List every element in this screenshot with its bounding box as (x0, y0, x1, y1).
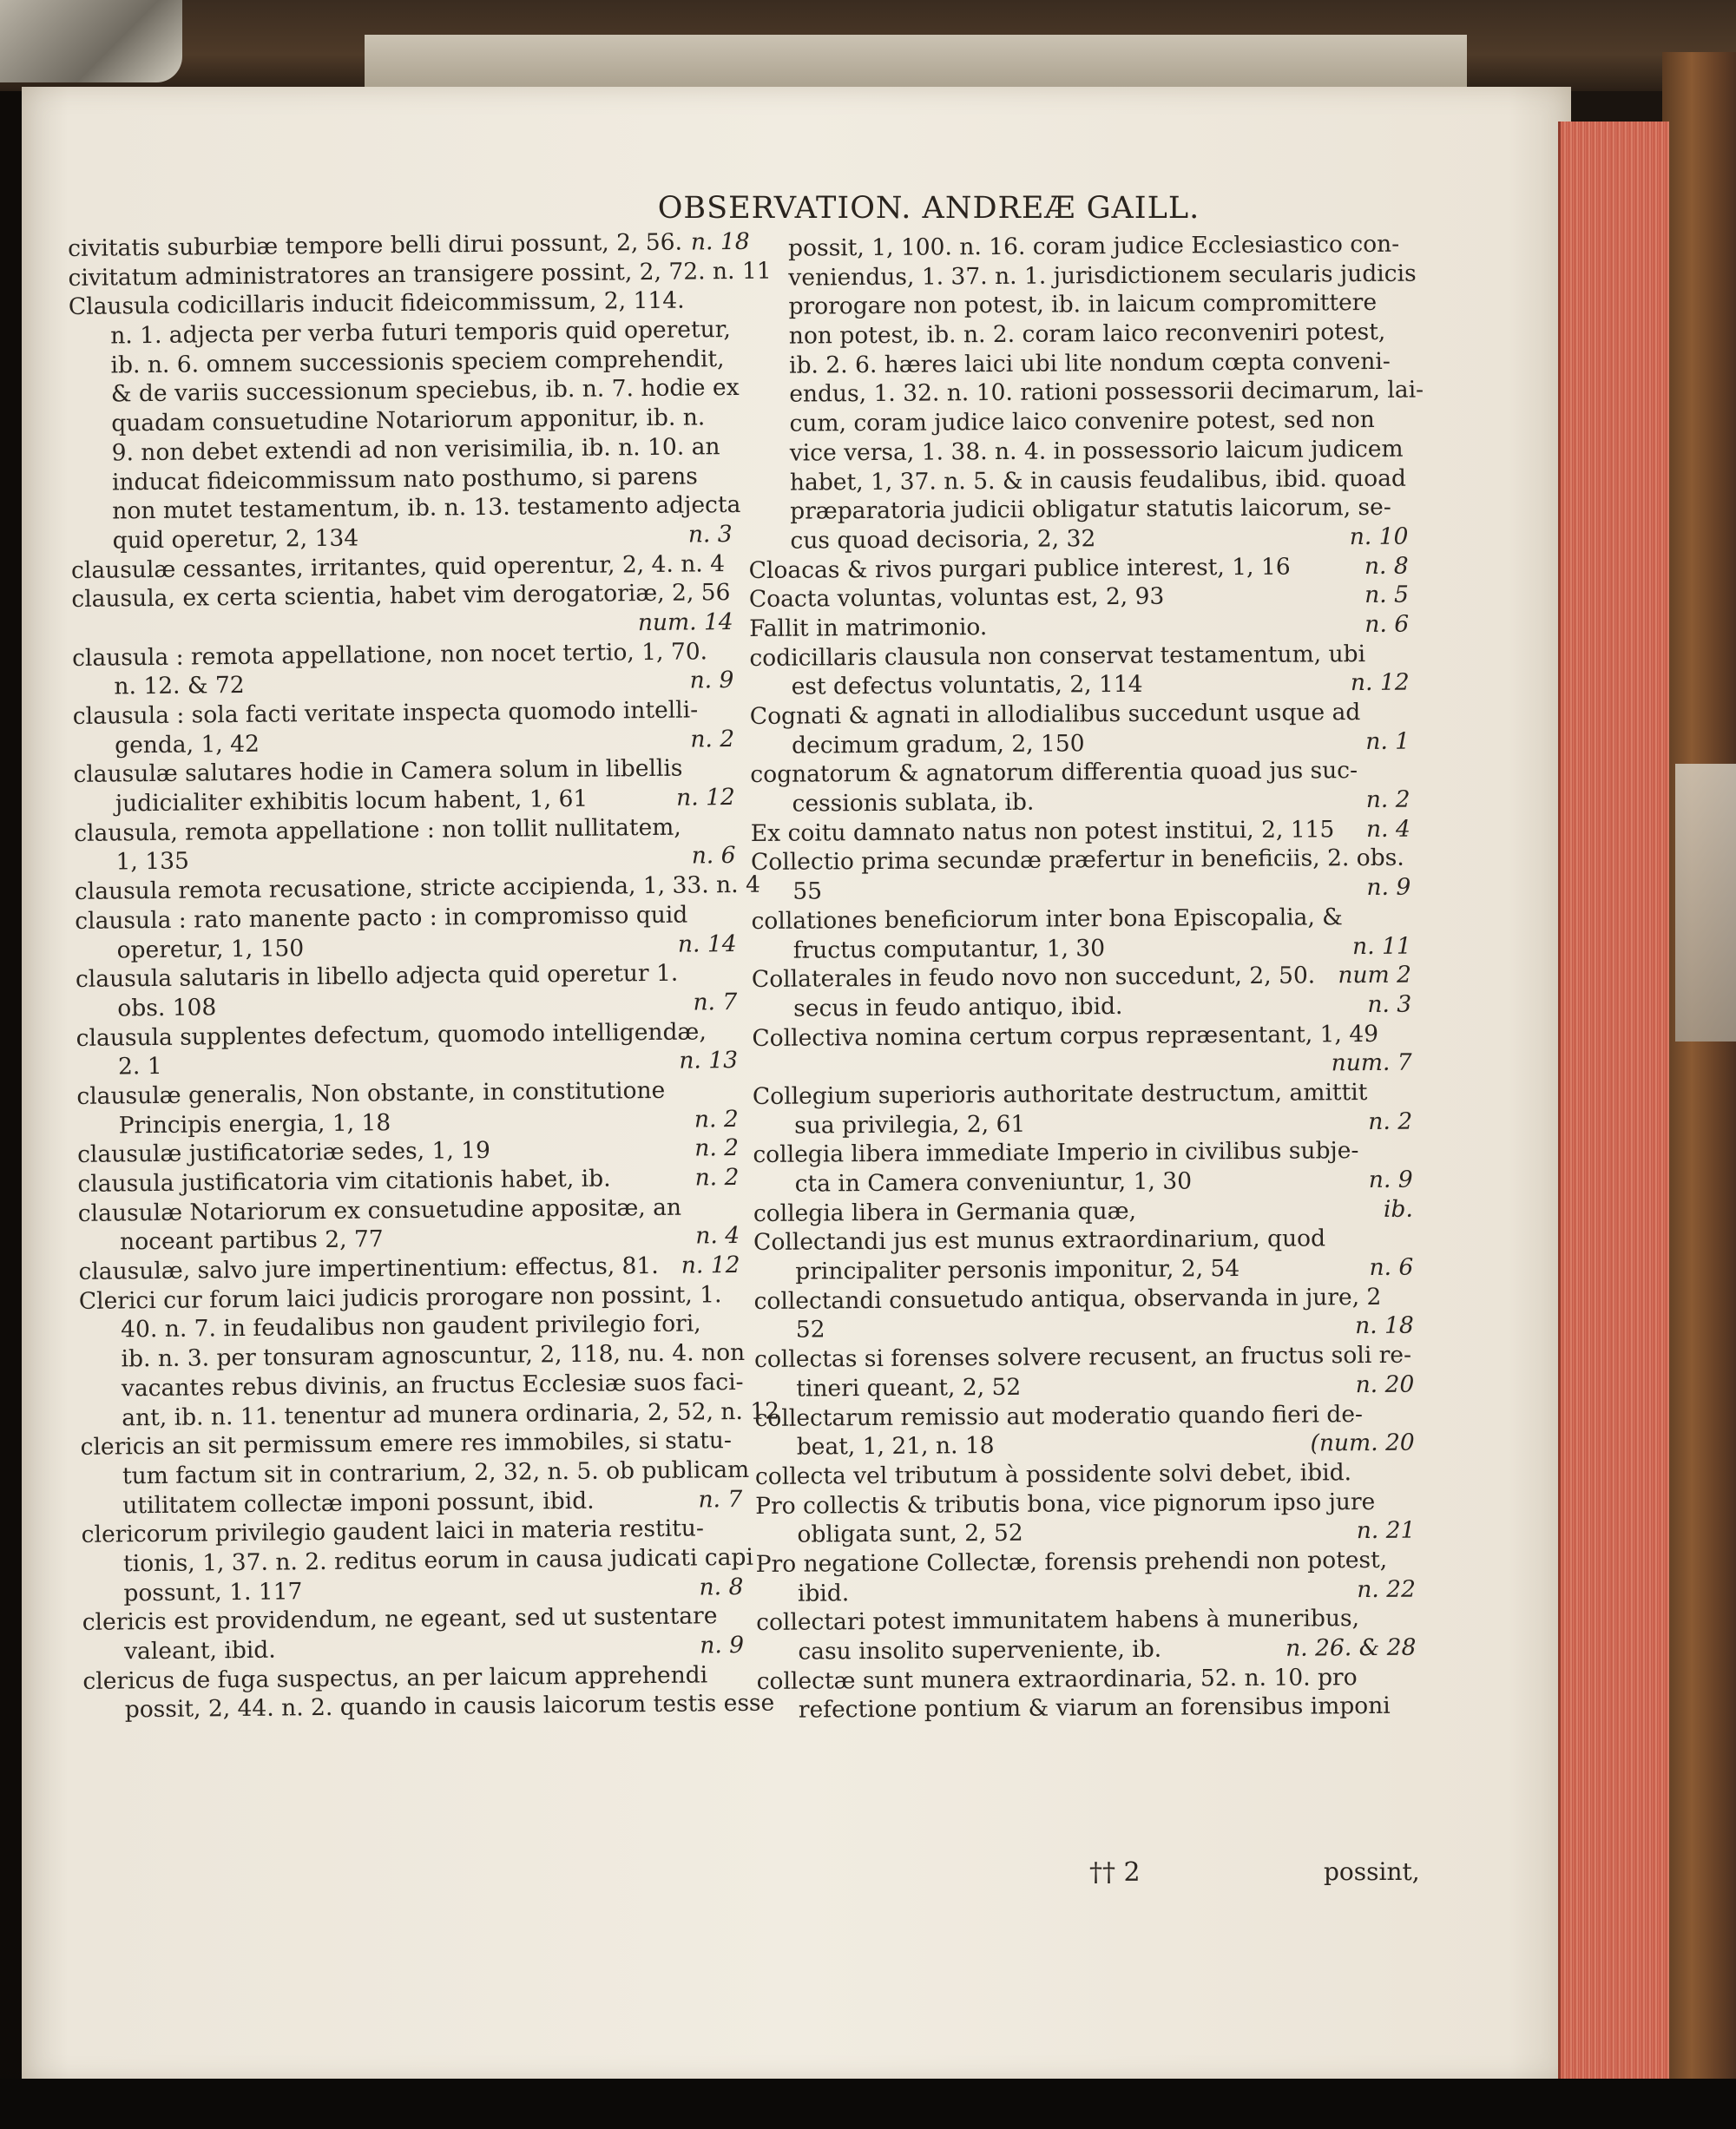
index-entry-ref (1398, 405, 1407, 435)
index-entry-ref (1400, 639, 1409, 668)
index-entry-text: collectandi consuetudo antiqua, observanda in jure, 2 (753, 1283, 1382, 1315)
index-entry-text: n. 1. adjecta per verba futuri temporis quid operetur, (110, 316, 732, 350)
index-entry-ref: n. 8 (1364, 552, 1409, 580)
index-entry-text: collectari potest immunitatem habens à muneribus, (756, 1605, 1360, 1637)
index-entry-text: casu insolito superveniente, ib. (798, 1635, 1162, 1666)
index-entry-text: clausulæ, salvo jure impertinentium: effectus, 81. (78, 1252, 659, 1285)
index-entry-ref: n. 18 (1355, 1312, 1414, 1340)
index-entry-ref: n. 10 (1349, 522, 1409, 551)
index-entry-ref: n. 2 (690, 725, 735, 753)
index-entry-text: clausula, remota appellatione : non tollit nullitatem, (74, 813, 681, 847)
index-entry-ref: n. 12 (681, 1252, 740, 1279)
index-entry-text: non mutet testamentum, ib. n. 13. testamento adjecta (112, 491, 741, 525)
index-entry-ref (733, 1514, 742, 1543)
index-entry-text: prorogare non potest, ib. in laicum compromittere (788, 289, 1378, 321)
index-entry-text: clausulæ salutares hodie in Camera solum in libellis (73, 754, 683, 789)
index-entry-ref: n. 8 (699, 1573, 744, 1601)
index-entry-text: collectas si forenses solvere recusent, an fructus soli re- (753, 1341, 1412, 1374)
index-entry-ref (1398, 346, 1407, 376)
index-entry-text: 2. 1 (117, 1053, 162, 1081)
running-title: OBSERVATION. ANDREÆ GAILL. (657, 191, 1200, 226)
index-line (746, 259, 1417, 292)
index-line (755, 1458, 1415, 1492)
index-entry-ref (1401, 756, 1410, 785)
cover-worn-patch (1675, 764, 1736, 1042)
index-entry-text: Ex coitu damnato natus non potest institui, 2, 115 (750, 816, 1335, 847)
index-entry-ref (1405, 1399, 1414, 1429)
index-entry-text: decimum gradum, 2, 150 (792, 729, 1085, 759)
index-line (748, 463, 1408, 497)
index-entry-text: 55 (792, 877, 823, 905)
signature-mark: †† 2 (1089, 1857, 1141, 1888)
index-entry-ref: n. 9 (689, 667, 734, 694)
index-line (756, 1574, 1416, 1608)
index-entry-ref (1406, 463, 1415, 493)
index-entry-text: collecta vel tributum à possidente solvi debet, ibid. (754, 1459, 1352, 1490)
index-entry-ref (1411, 1341, 1420, 1370)
index-entry-text: clausulæ justificatoriæ sedes, 1, 19 (76, 1137, 491, 1169)
index-line (750, 668, 1410, 702)
index-line (753, 1253, 1413, 1287)
index-line (752, 931, 1411, 965)
index-entry-text: tionis, 1, 37. n. 2. reditus eorum in causa judicati capi (122, 1543, 754, 1578)
index-entry-text: Coacta voluntas, voluntas est, 2, 93 (748, 582, 1165, 614)
index-entry-ref: n. 3 (687, 520, 733, 549)
index-entry-ref: n. 20 (1355, 1370, 1415, 1398)
index-entry-text: obligata sunt, 2, 52 (797, 1520, 1023, 1548)
page-fore-edge (1558, 122, 1669, 2083)
index-line (755, 1429, 1415, 1462)
index-column-left (68, 227, 780, 1725)
index-entry-text: cessionis sublata, ib. (792, 788, 1035, 818)
index-entry-ref: num. 7 (1331, 1048, 1412, 1077)
index-entry-text: clausula : sola facti veritate inspecta quomodo intelli- (72, 696, 699, 730)
index-entry-text: Clerici cur forum laici judicis prorogare non possint, 1. (78, 1280, 722, 1315)
index-entry-ref: n. 2 (694, 1163, 740, 1192)
index-entry-text: 1, 135 (115, 848, 190, 876)
index-entry-ref: num 2 (1338, 961, 1412, 989)
index-entry-text: clausula, ex certa scientia, habet vim derogatoriæ, 2, 56 (71, 579, 731, 614)
index-line (751, 873, 1410, 907)
index-entry-ref (1406, 1487, 1415, 1516)
index-line (753, 1136, 1412, 1170)
index-line (748, 493, 1408, 527)
index-entry-ref: n. 6 (1369, 1253, 1414, 1282)
index-entry-ref (1404, 844, 1413, 873)
index-entry-text: Collectiva nomina certum corpus repræsentant, 1, 49 (752, 1020, 1379, 1052)
index-entry-text: Collectandi jus est munus extraordinarium, quod (753, 1225, 1326, 1257)
index-entry-ref (1402, 902, 1410, 931)
index-line (753, 1078, 1412, 1112)
index-entry-ref (1399, 493, 1408, 522)
index-entry-ref: n. 6 (691, 842, 736, 870)
index-entry-ref (1398, 318, 1407, 347)
index-entry-ref (1408, 1692, 1417, 1721)
index-entry-ref: n. 4 (1365, 815, 1410, 843)
index-entry-ref (1406, 1458, 1415, 1488)
index-entry-text: clausulæ generalis, Non obstante, in constitutione (76, 1076, 666, 1110)
index-line (749, 551, 1409, 585)
index-entry-ref (1408, 1662, 1417, 1692)
index-entry-text: secus in feudo antiquo, ibid. (793, 992, 1123, 1022)
index-entry-text: tum factum sit in contrarium, 2, 32, n. 5. ob publicam (122, 1455, 750, 1490)
index-entry-ref: n. 2 (694, 1134, 740, 1162)
index-line (750, 756, 1410, 790)
index-entry-text: clausula supplentes defectum, quomodo intelligendæ, (76, 1017, 707, 1052)
index-entry-text: civitatum administratores an transigere possint, 2, 72. n. 11 (68, 257, 772, 292)
index-line (755, 1487, 1415, 1521)
index-entry-ref: n. 7 (693, 988, 738, 1016)
index-entry-text: Collaterales in feudo novo non succedunt, 2, 50. (751, 962, 1316, 994)
index-line (754, 1311, 1414, 1345)
index-entry-ref (727, 812, 735, 842)
index-entry-text: vacantes rebus divinis, an fructus Ecclesiæ suos faci- (121, 1368, 744, 1403)
catchword: possint, (1324, 1857, 1420, 1886)
index-entry-text: præparatoria judicii obligatur statutis laicorum, se- (790, 494, 1391, 525)
index-entry-text: clericis an sit permissum emere res immobiles, si statu- (80, 1427, 733, 1462)
index-entry-text: clericus de fuga suspectus, an per laicum apprehendi (82, 1661, 708, 1695)
index-entry-ref (1404, 1282, 1413, 1311)
index-entry-ref: n. 2 (1365, 785, 1410, 814)
index-line (751, 844, 1410, 877)
index-line (755, 1516, 1415, 1550)
index-entry-ref (1397, 288, 1406, 318)
index-entry-ref (735, 1601, 744, 1631)
index-entry-ref: num. 14 (637, 608, 733, 637)
index-entry-text: quadam consuetudine Notariorum apponitur, ib. n. (111, 404, 706, 437)
index-entry-ref (743, 1368, 752, 1397)
index-entry-ref: ib. (1383, 1195, 1413, 1223)
index-line (752, 990, 1411, 1024)
index-entry-text: ib. n. 3. per tonsuram agnoscuntur, 2, 118, nu. 4. non (121, 1339, 746, 1373)
index-entry-ref (725, 637, 733, 667)
index-entry-ref (722, 403, 731, 432)
index-entry-text: clericis est providendum, ne egeant, sed ut sustentare (82, 1602, 718, 1637)
index-entry-text: non potest, ib. n. 2. coram laico reconveniri potest, (788, 318, 1386, 350)
index-entry-text: principaliter personis imponitur, 2, 54 (795, 1255, 1240, 1285)
index-entry-text: clericorum privilegio gaudent laici in materia restitu- (81, 1515, 705, 1549)
index-entry-ref: n. 26. & 28 (1286, 1633, 1417, 1662)
index-entry-ref (1403, 1019, 1411, 1048)
index-entry-text: collectarum remissio aut moderatio quando fieri de- (754, 1400, 1364, 1432)
index-line (754, 1399, 1414, 1433)
index-entry-text: Pro collectis & tributis bona, vice pignorum ipso jure (755, 1488, 1376, 1520)
index-entry-text: collectæ sunt munera extraordinaria, 52. n. 10. pro (756, 1663, 1358, 1695)
scan-background-bottom (0, 2079, 1736, 2129)
index-entry-text: clausula salutaris in libello adjecta quid operetur 1. (75, 959, 679, 994)
index-entry-ref: n. 13 (679, 1047, 739, 1074)
index-entry-ref (731, 315, 740, 345)
index-entry-ref (726, 695, 734, 725)
index-entry-text: collegia libera immediate Imperio in civilibus subje- (753, 1137, 1359, 1169)
index-entry-ref (729, 1075, 738, 1105)
index-line (753, 1048, 1412, 1082)
index-entry-ref (1404, 434, 1412, 463)
index-line (749, 639, 1409, 673)
index-entry-text: Collectio prima secundæ præfertur in beneficiis, 2. obs. (750, 844, 1404, 877)
index-line (752, 1019, 1411, 1053)
index-entry-ref: n. 1 (1365, 727, 1410, 755)
index-entry-text: ant, ib. n. 11. tenentur ad munera ordinaria, 2, 52, n. 12 (122, 1396, 780, 1431)
index-line (747, 376, 1424, 410)
index-entry-ref: n. 21 (1356, 1516, 1416, 1545)
index-entry-ref: n. 9 (700, 1631, 745, 1659)
index-column-right (746, 230, 1424, 1725)
index-entry-ref (1416, 259, 1424, 288)
index-entry-text: cum, coram judice laico convenire potest, sed non (789, 406, 1375, 437)
index-entry-ref: n. 12 (1350, 668, 1410, 697)
index-entry-ref: n. 22 (1357, 1575, 1417, 1603)
index-entry-text: est defectus voluntatis, 2, 114 (791, 671, 1143, 700)
index-line (756, 1604, 1416, 1638)
index-entry-text: clausula remota recusatione, stricte accipienda, 1, 33. n. 4 (74, 871, 761, 906)
index-entry-ref (728, 1017, 737, 1047)
index-entry-ref: n. 18 (690, 227, 750, 256)
index-entry-text: Principis energia, 1, 18 (118, 1108, 391, 1140)
index-entry-text: possit, 2, 44. n. 2. quando in causis laicorum testis esse (124, 1689, 775, 1724)
index-line (748, 435, 1408, 469)
index-entry-text: fructus computantur, 1, 30 (792, 934, 1106, 964)
index-entry-text: cta in Camera conveniuntur, 1, 30 (794, 1167, 1193, 1198)
index-entry-ref (732, 1280, 740, 1310)
index-line (752, 961, 1411, 995)
index-line (747, 405, 1407, 439)
index-entry-ref: n. 2 (1368, 1107, 1413, 1135)
index-entry-text: clausulæ cessantes, irritantes, quid operentur, 2, 4. n. 4 (70, 549, 726, 584)
index-line (750, 785, 1410, 819)
index-entry-ref (731, 1193, 740, 1222)
index-entry-text: genda, 1, 42 (115, 730, 260, 759)
index-entry-ref: n. 2 (694, 1105, 739, 1133)
index-entry-ref: n. 4 (695, 1222, 740, 1250)
index-entry-text: valeant, ibid. (123, 1636, 276, 1666)
index-line (753, 1166, 1413, 1199)
index-line (749, 610, 1409, 644)
index-entry-ref (1401, 698, 1410, 727)
index-entry-ref (745, 1338, 753, 1368)
index-entry-text: ib. 2. 6. hæres laici ubi lite nondum cœpta conveni- (788, 347, 1391, 379)
index-entry-text: habet, 1, 37. n. 5. & in causis feudalibus, ibid. quoad (789, 464, 1407, 496)
index-entry-ref (1424, 376, 1432, 405)
index-entry-text: refectione pontium & viarum an forensibus imponi (798, 1692, 1391, 1724)
index-entry-text: 52 (795, 1316, 825, 1344)
index-line (751, 902, 1410, 936)
index-entry-ref (1404, 1136, 1412, 1166)
index-entry-text: & de variis successionum speciebus, ib. n. 7. hodie ex (110, 374, 740, 408)
index-entry-ref: n. 14 (677, 930, 737, 958)
index-entry-text: Cloacas & rivos purgari publice interest, 1, 16 (748, 553, 1291, 584)
index-entry-text: obs. 108 (117, 994, 217, 1022)
index-entry-text: noceant partibus 2, 77 (120, 1225, 384, 1256)
index-line (746, 230, 1406, 264)
index-entry-ref (732, 1309, 740, 1338)
index-entry-ref (735, 1660, 744, 1690)
index-entry-ref (728, 958, 737, 988)
index-line (747, 346, 1407, 380)
index-line (750, 698, 1410, 732)
index-entry-text: clausulæ Notariorum ex consuetudine appositæ, an (77, 1193, 682, 1227)
index-entry-ref: n. 7 (698, 1485, 743, 1514)
index-entry-ref (1407, 1604, 1416, 1633)
index-entry-text: collegia libera in Germania quæ, (753, 1197, 1137, 1227)
index-entry-ref (723, 462, 732, 491)
index-entry-ref (725, 549, 733, 579)
index-line (753, 1282, 1413, 1316)
index-entry-ref (1399, 230, 1408, 260)
index-entry-text: ib. n. 6. omnem successionis speciem comprehendit, (110, 345, 725, 379)
index-entry-text: tineri queant, 2, 52 (796, 1373, 1022, 1403)
index-entry-text: judicialiter exhibitis locum habent, 1, 61 (115, 785, 589, 818)
index-entry-text: endus, 1. 32. n. 10. rationi possessorii decimarum, lai- (789, 376, 1424, 409)
index-line (754, 1341, 1414, 1375)
index-entry-ref (733, 1426, 741, 1455)
index-entry-ref: n. 3 (1367, 990, 1412, 1018)
index-entry-text: Collegium superioris authoritate destructum, amittit (752, 1078, 1368, 1110)
index-entry-ref (727, 900, 736, 930)
index-line (748, 522, 1408, 556)
index-line (753, 1107, 1412, 1140)
index-entry-text: vice versa, 1. 38. n. 4. in possessorio laicum judicem (789, 435, 1404, 467)
index-line (749, 581, 1409, 614)
index-entry-text: 40. n. 7. in feudalibus non gaudent privilegio fori, (121, 1310, 701, 1344)
index-entry-ref: n. 9 (1368, 1166, 1413, 1194)
index-line (756, 1546, 1416, 1580)
index-entry-text: veniendus, 1. 37. n. 1. jurisdictionem secularis judicis (788, 260, 1417, 292)
book-cover-edge (1662, 52, 1736, 2129)
index-line (751, 814, 1410, 848)
index-entry-ref (721, 286, 730, 315)
index-entry-ref (730, 578, 739, 608)
index-entry-text: inducat fideicommissum nato posthumo, si parens (111, 462, 698, 496)
index-entry-ref (724, 345, 733, 374)
index-entry-ref: n. 5 (1364, 581, 1410, 609)
index-entry-ref: n. 12 (676, 784, 735, 812)
index-entry-ref (1404, 1078, 1412, 1107)
index-entry-text: operetur, 1, 150 (116, 934, 305, 963)
index-entry-text: Pro negatione Collectæ, forensis prehendi non potest, (755, 1546, 1388, 1578)
index-entry-text: cognatorum & agnatorum differentia quoad jus suc- (750, 757, 1358, 789)
index-entry-text: beat, 1, 21, n. 18 (796, 1432, 995, 1461)
index-line (754, 1370, 1414, 1403)
index-entry-text: Clausula codicillaris inducit fideicommissum, 2, 114. (68, 286, 685, 321)
index-entry-text: cus quoad decisoria, 2, 32 (790, 525, 1096, 555)
index-entry-text: utilitatem collectæ imponi possunt, ibid. (122, 1487, 595, 1519)
index-line (757, 1692, 1417, 1725)
index-line (747, 318, 1407, 352)
index-entry-ref (1404, 1224, 1413, 1253)
index-entry-text: clausula : rato manente pacto : in compromisso quid (75, 901, 688, 935)
index-entry-ref: n. 9 (1366, 873, 1411, 902)
index-entry-text: possunt, 1. 117 (123, 1577, 303, 1607)
index-entry-ref (726, 753, 734, 783)
index-line (757, 1662, 1417, 1696)
index-entry-text: clausula : remota appellatione, non nocet tertio, 1, 70. (71, 637, 708, 672)
index-entry-text: sua privilegia, 2, 61 (794, 1110, 1026, 1140)
index-entry-ref (1407, 1546, 1416, 1575)
index-entry-text: possit, 1, 100. n. 16. coram judice Ecclesiastico con- (788, 230, 1400, 262)
index-entry-text: quid operetur, 2, 134 (112, 524, 359, 555)
index-entry-text: ibid. (797, 1579, 850, 1607)
index-line (750, 726, 1410, 760)
index-line (753, 1194, 1413, 1228)
index-entry-text: 9. non debet extendi ad non verisimilia, ib. n. 10. an (111, 432, 720, 467)
index-entry-ref: n. 11 (1351, 932, 1411, 960)
index-line (746, 288, 1406, 322)
index-entry-ref (722, 432, 731, 462)
index-entry-text: collationes beneficiorum inter bona Episcopalia, & (751, 904, 1343, 935)
index-entry-text: Cognati & agnati in allodialibus succedunt usque ad (749, 699, 1361, 730)
index-entry-ref: (num. 20 (1310, 1429, 1415, 1457)
index-entry-text: civitatis suburbiæ tempore belli dirui possunt, 2, 56. (68, 228, 683, 262)
index-entry-text: clausula justificatoria vim citationis habet, ib. (77, 1165, 611, 1198)
index-line (753, 1224, 1413, 1258)
metal-clasp (0, 0, 182, 82)
index-entry-text: n. 12. & 72 (114, 672, 245, 700)
index-line (756, 1633, 1416, 1667)
index-entry-text: codicillaris clausula non conservat testamentum, ubi (749, 640, 1366, 672)
index-entry-text: Fallit in matrimonio. (749, 614, 988, 642)
index-entry-ref: n. 6 (1364, 610, 1410, 638)
